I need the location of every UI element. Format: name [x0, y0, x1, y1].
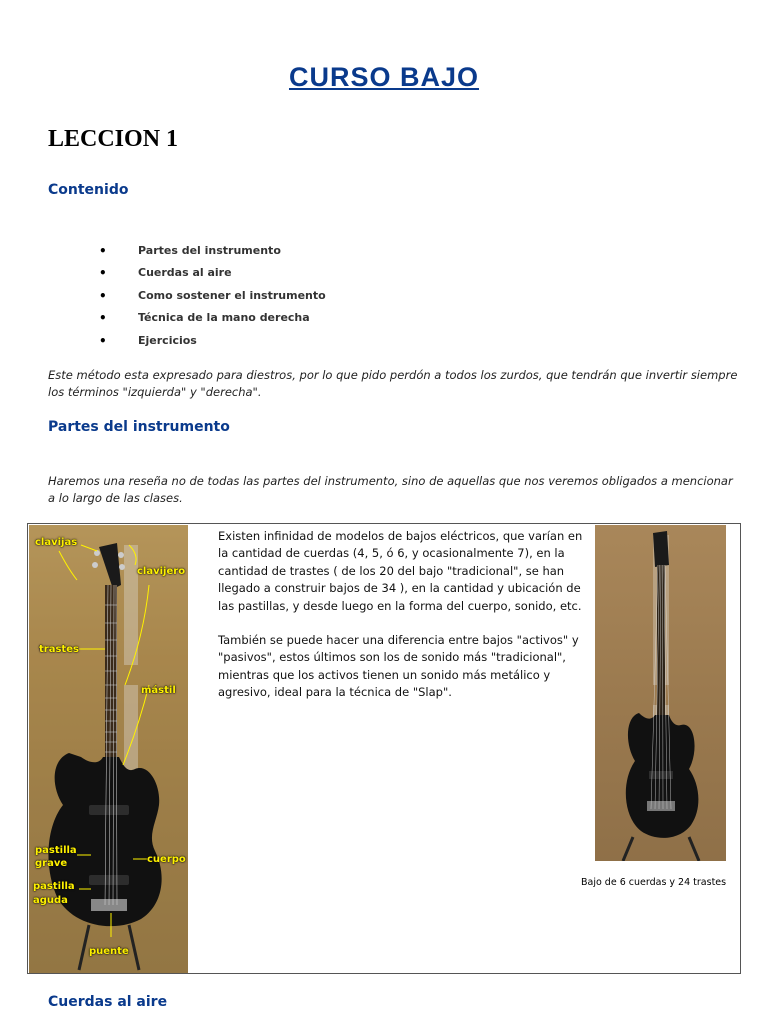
list-item: • Ejercicios [0, 330, 326, 352]
description-paragraph: Existen infinidad de modelos de bajos eléctricos, que varían en la cantidad de cuerdas (4, 5, ó 6, y ocasionalmente 7), en la cantidad de trastes ( de los 20 del bajo "tradicional", se han llegado a construir bajos de 34 ), en la cantidad y ubicación de las pastillas, y desde luego en la forma del cuerpo, sonido, etc. [218, 529, 583, 613]
bass-6-string-illustration [595, 525, 726, 861]
page-title: CURSO BAJO [288, 62, 480, 92]
list-item: • Técnica de la mano derecha [0, 307, 326, 329]
bullet-icon: • [99, 311, 107, 326]
label-puente: puente [89, 946, 129, 957]
intro-paragraph: Este método esta expresado para diestros, por lo que pido perdón a todos los zurdos, que tendrán que invertir siempre los términos "izquierda" y "derecha". [48, 368, 738, 399]
label-mastil: mástil [141, 685, 176, 696]
list-item: • Cuerdas al aire [0, 262, 326, 284]
bullet-icon: • [99, 288, 107, 303]
list-item: • Partes del instrumento [0, 240, 326, 262]
bullet-icon: • [99, 333, 107, 348]
label-trastes: trastes [39, 644, 79, 655]
bass-diagram-image [29, 525, 188, 973]
label-pastilla-aguda-line1: pastilla [33, 881, 75, 892]
instrument-parts-table [27, 523, 741, 974]
contents-list [0, 240, 326, 352]
parts-heading: Partes del instrumento [48, 419, 230, 435]
label-pastilla-grave-line2: grave [35, 858, 68, 869]
bullet-icon: • [99, 266, 107, 281]
parts-description [218, 528, 583, 719]
open-strings-heading: Cuerdas al aire [48, 994, 168, 1010]
label-pastilla-grave-line1: pastilla [35, 845, 77, 856]
parts-intro-paragraph: Haremos una reseña no de todas las partes del instrumento, sino de aquellas que nos veremos obligados a mencionar a lo largo de las clases. [48, 474, 733, 505]
contents-heading: Contenido [48, 182, 129, 198]
label-clavijas: clavijas [35, 537, 78, 548]
image-caption: Bajo de 6 cuerdas y 24 trastes [581, 877, 727, 888]
description-paragraph: También se puede hacer una diferencia entre bajos "activos" y "pasivos", estos últimos son los de sonido más "tradicional", mientras que los activos tienen un sonido más metálico y agresivo, ideal para la técnica de "Slap". [218, 633, 579, 700]
label-cuerpo: cuerpo [147, 854, 186, 865]
label-clavijero: clavijero [137, 566, 186, 577]
bullet-icon: • [99, 244, 107, 258]
list-item: • Como sostener el instrumento [0, 285, 326, 307]
label-pastilla-aguda-line2: aguda [33, 895, 68, 906]
bass-6-string-image [595, 525, 726, 861]
lesson-heading: LECCION 1 [48, 126, 179, 152]
